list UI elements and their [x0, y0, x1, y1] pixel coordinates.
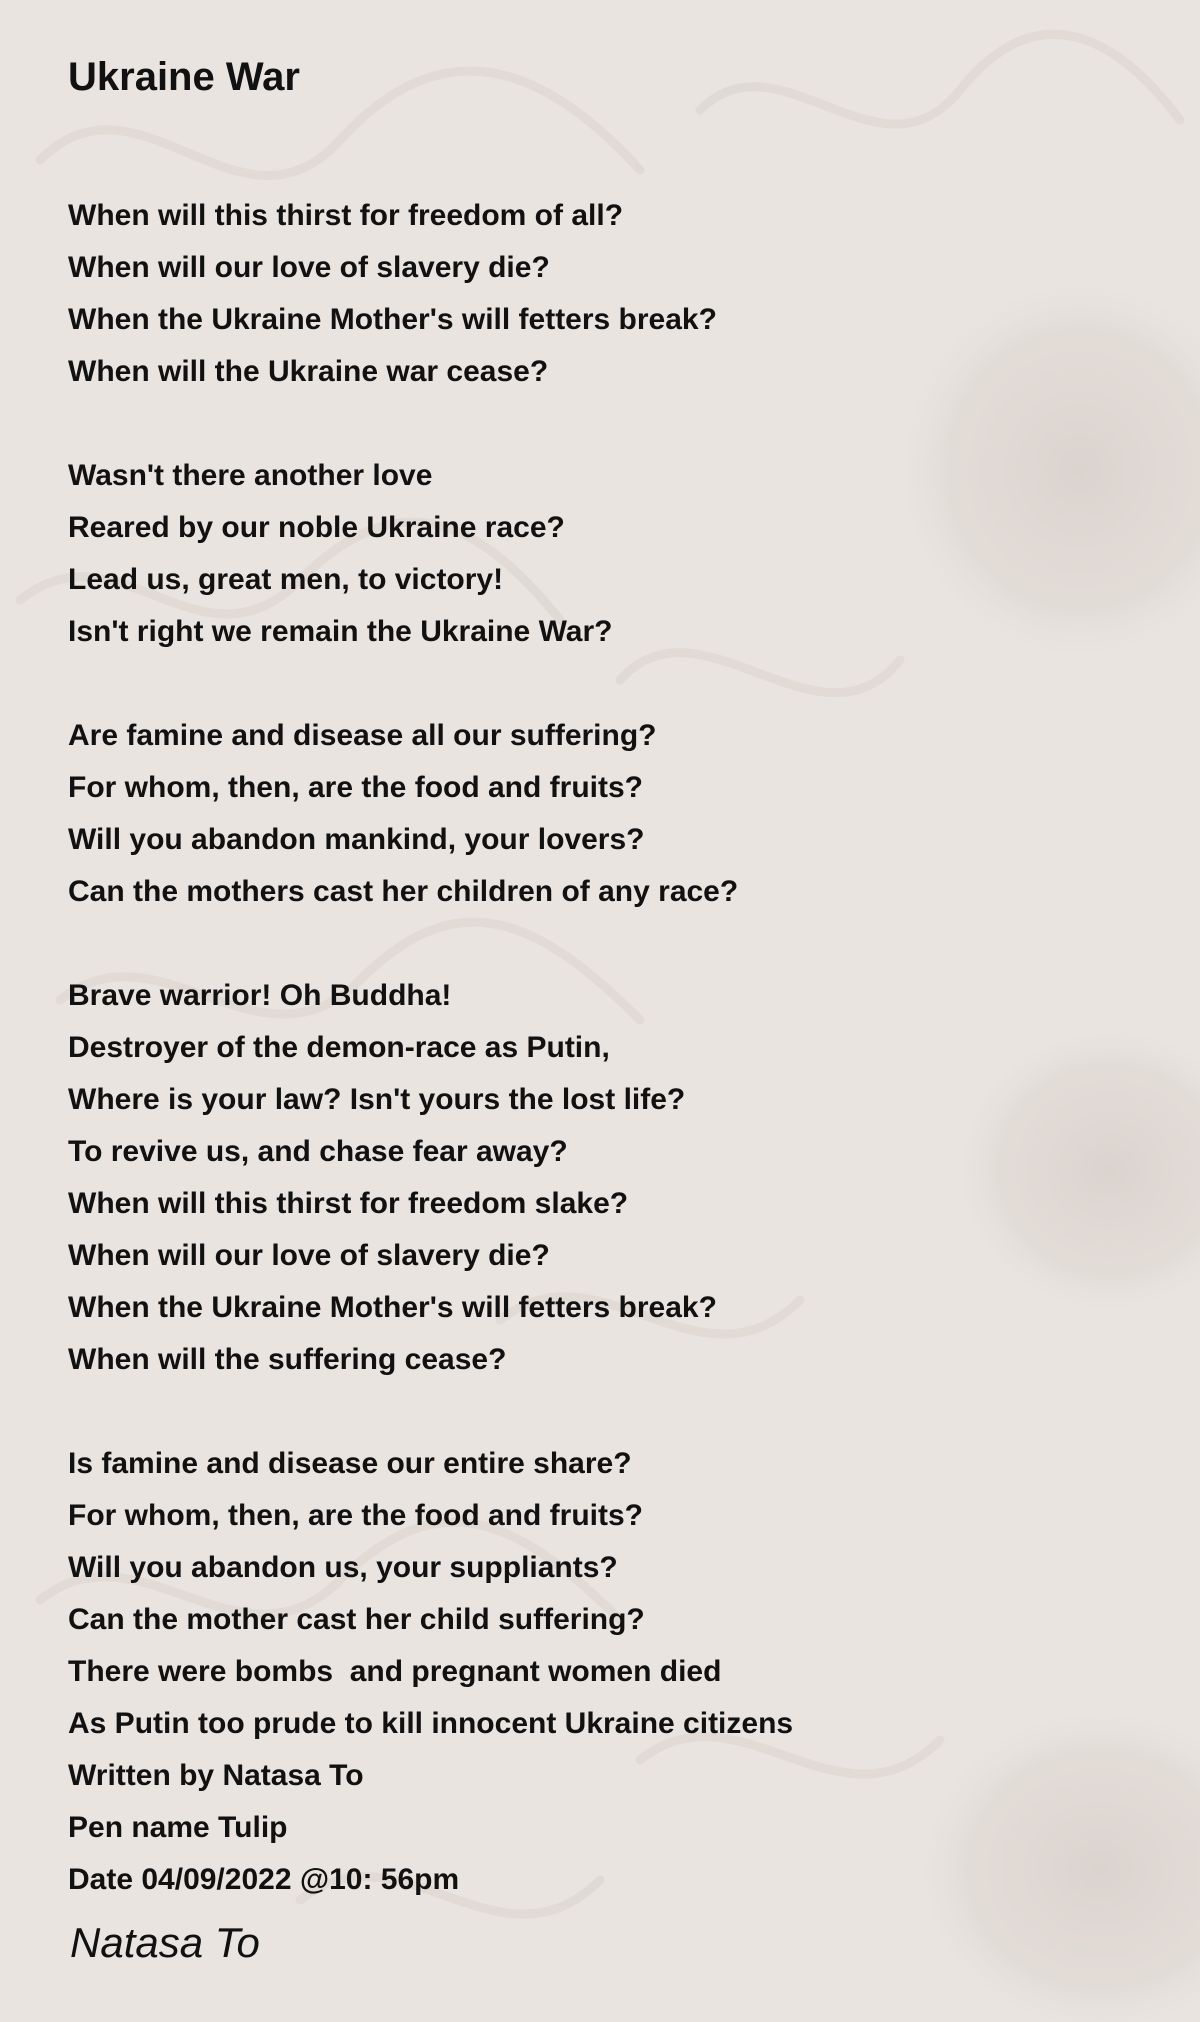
poem-line: Where is your law? Isn't yours the lost life?	[68, 1083, 686, 1116]
poem-line: When the Ukraine Mother's will fetters break?	[68, 303, 717, 336]
stanza	[68, 450, 1148, 658]
poem-line: When will our love of slavery die?	[68, 1239, 550, 1272]
poem-line: When the Ukraine Mother's will fetters break?	[68, 1291, 717, 1324]
poem-line: When will the suffering cease?	[68, 1343, 507, 1376]
poem-line: Pen name Tulip	[68, 1811, 288, 1844]
poem-line: Are famine and disease all our suffering?	[68, 719, 657, 752]
poem-line: There were bombs and pregnant women died	[68, 1655, 722, 1688]
poem-line: For whom, then, are the food and fruits?	[68, 771, 643, 804]
poem-title: Ukraine War	[68, 55, 300, 99]
stanza	[68, 970, 1148, 1386]
poem-line: When will our love of slavery die?	[68, 251, 550, 284]
poem-line: Will you abandon us, your suppliants?	[68, 1551, 618, 1584]
stanza	[68, 1438, 1148, 1906]
poem-body	[68, 190, 1148, 1906]
poem-line: For whom, then, are the food and fruits?	[68, 1499, 643, 1532]
poem-line: When will the Ukraine war cease?	[68, 355, 549, 388]
poem-line: When will this thirst for freedom of all?	[68, 199, 624, 232]
poem-line: When will this thirst for freedom slake?	[68, 1187, 629, 1220]
poem-line: Will you abandon mankind, your lovers?	[68, 823, 645, 856]
poem-line: Lead us, great men, to victory!	[68, 563, 504, 596]
poem-line: As Putin too prude to kill innocent Ukraine citizens	[68, 1707, 794, 1740]
poem-line: Brave warrior! Oh Buddha!	[68, 979, 452, 1012]
poem-line: Written by Natasa To	[68, 1759, 364, 1792]
poem-line: Can the mother cast her child suffering?	[68, 1603, 645, 1636]
stanza	[68, 710, 1148, 918]
poem-line: Destroyer of the demon-race as Putin,	[68, 1031, 610, 1064]
poem-line: To revive us, and chase fear away?	[68, 1135, 568, 1168]
poem-line: Wasn't there another love	[68, 459, 433, 492]
poem-author: Natasa To	[70, 1919, 260, 1966]
poem-container	[68, 46, 1148, 1958]
poem-line: Is famine and disease our entire share?	[68, 1447, 632, 1480]
poem-line: Isn't right we remain the Ukraine War?	[68, 615, 613, 648]
poem-line: Date 04/09/2022 @10: 56pm	[68, 1863, 460, 1896]
poem-line: Can the mothers cast her children of any race?	[68, 875, 739, 908]
poem-line: Reared by our noble Ukraine race?	[68, 511, 565, 544]
stanza	[68, 190, 1148, 398]
